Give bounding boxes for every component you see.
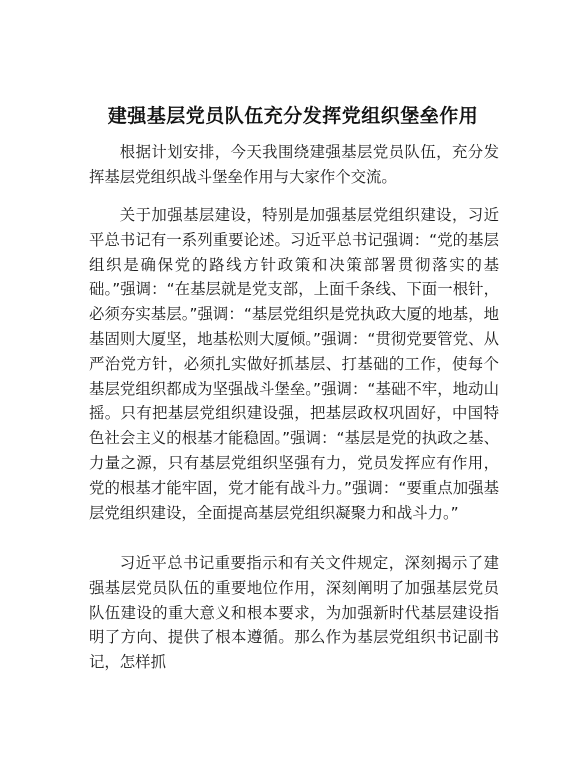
paragraph-significance: 习近平总书记重要指示和有关文件规定，深刻揭示了建强基层党员队伍的重要地位作用，深刻阐明了加强基层党员队伍建设的重大意义和根本要求，为加强新时代基层建设指明了方向、提供了根本遵循。那么作为基层党组织书记副书记，怎样抓: [89, 554, 499, 672]
paragraph-intro: 根据计划安排，今天我围绕建强基层党员队伍，充分发挥基层党组织战斗堡垒作用与大家作个交流。: [89, 143, 499, 186]
document-title: 建强基层党员队伍充分发挥党组织堡垒作用: [107, 105, 479, 127]
paragraph-quotes: 关于加强基层建设，特别是加强基层党组织建设，习近平总书记有一系列重要论述。习近平总书记强调：“党的基层组织是确保党的路线方针政策和决策部署贯彻落实的基础。”强调：“在基层就是党支部，上面千条线、下面一根针，必须夯实基层。”强调：“基层党组织是党执政大厦的地基，地基固则大厦坚，地基松则大厦倾。”强调：“贯彻党要管党、从严治党方针，必须扎实做好抓基层、打基础的工作，使每个基层党组织都成为坚强战斗堡垒。”强调：“基础不牢，地动山摇。只有把基层党组织建设强，把基层政权巩固好，中国特色社会主义的根基才能稳固。”强调：“基层是党的执政之基、力量之源，只有基层党组织坚强有力，党员发挥应有作用，党的根基才能牢固，党才能有战斗力。”强调：“要重点加强基层党组织建设，全面提高基层党组织凝聚力和战斗力。”: [89, 206, 499, 522]
